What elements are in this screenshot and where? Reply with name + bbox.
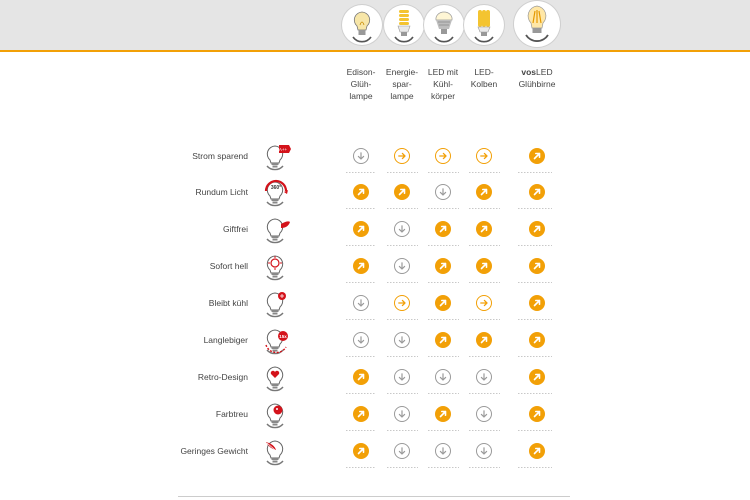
arrow-up-right-icon [529,148,545,164]
row-divider [428,208,459,209]
vosled-filament-bulb-icon [514,1,560,47]
row-divider [346,356,376,357]
led-heatsink-bulb-icon [424,5,464,45]
arrow-down-icon [435,184,451,200]
row-divider [387,319,418,320]
arrow-up-right-icon [435,406,451,422]
arrow-down-icon [435,369,451,385]
svg-text:A++: A++ [278,147,288,152]
arrow-up-right-icon [529,443,545,459]
row-divider [469,430,500,431]
row-divider [469,319,500,320]
row-divider [346,467,376,468]
arrow-up-right-icon [476,221,492,237]
instant-bright-bulb-icon [262,253,292,281]
row-divider [387,467,418,468]
incandescent-bulb-icon [342,5,382,45]
arrow-down-icon [353,295,369,311]
heart-bulb-icon [262,364,292,392]
arrow-down-icon [394,332,410,348]
arrow-up-right-icon [529,369,545,385]
arrow-up-right-icon [435,295,451,311]
brand-prefix: vos [521,67,537,77]
feature-label: Geringes Gewicht [180,446,248,456]
arrow-up-right-icon [435,221,451,237]
svg-text:15x: 15x [279,334,287,339]
column-header-energiespar: Energie- spar- lampe [385,67,419,101]
row-divider [428,393,459,394]
arrow-down-icon [394,258,410,274]
arrow-up-right-icon [529,184,545,200]
column-header-led-kuehl: LED mit Kühl- körper [427,67,459,101]
row-divider [346,393,376,394]
brand-suffix: LED Glühbirne [518,67,556,89]
arrow-up-right-icon [394,184,410,200]
arrow-up-right-icon [529,295,545,311]
feature-label: Bleibt kühl [208,298,248,308]
row-divider [346,245,376,246]
arrow-up-right-icon [435,332,451,348]
row-divider [387,430,418,431]
feature-label: Sofort hell [209,261,248,271]
arrow-down-icon [394,443,410,459]
svg-text:360°: 360° [270,185,282,191]
row-divider [469,467,500,468]
row-divider [469,282,500,283]
row-divider [387,208,418,209]
arrow-up-right-icon [476,332,492,348]
table-bottom-divider [178,496,570,497]
feature-label: Retro-Design [197,372,248,382]
row-divider [346,172,376,173]
row-divider [346,319,376,320]
row-divider [387,245,418,246]
row-divider [387,172,418,173]
arrow-down-icon [353,148,369,164]
row-divider [387,393,418,394]
row-divider [518,356,552,357]
arrow-up-right-icon [353,221,369,237]
row-divider [469,393,500,394]
color-palette-bulb-icon [262,401,292,429]
arrow-down-icon [353,332,369,348]
spiral-cfl-bulb-icon [384,5,424,45]
row-divider [518,208,552,209]
arrow-up-right-icon [353,184,369,200]
feature-label: Rundum Licht [195,187,248,197]
arrow-right-icon [435,148,451,164]
arrow-up-right-icon [529,332,545,348]
feature-label: Strom sparend [192,151,248,161]
row-divider [428,319,459,320]
row-divider [346,208,376,209]
arrow-down-icon [476,369,492,385]
row-divider [428,245,459,246]
arrow-right-icon [476,148,492,164]
arrow-up-right-icon [529,221,545,237]
row-divider [469,172,500,173]
row-divider [469,245,500,246]
arrow-right-icon [394,295,410,311]
arrow-up-right-icon [529,258,545,274]
feature-label: Farbtreu [215,409,248,419]
row-divider [469,356,500,357]
feature-label: Langlebiger [203,335,248,345]
row-divider [387,356,418,357]
row-divider [518,393,552,394]
arrow-down-icon [394,369,410,385]
arrow-down-icon [476,406,492,422]
arrow-up-right-icon [353,369,369,385]
row-divider [518,430,552,431]
arrow-up-right-icon [529,406,545,422]
lifetime-15x-bulb-icon [262,327,292,355]
leaf-bulb-icon [262,216,292,244]
arrow-up-right-icon [353,406,369,422]
arrow-right-icon [476,295,492,311]
arrow-right-icon [394,148,410,164]
row-divider [428,430,459,431]
feature-label: Giftfrei [222,224,248,234]
feather-bulb-icon [262,438,292,466]
row-divider [346,430,376,431]
row-divider [428,282,459,283]
row-divider [518,319,552,320]
arrow-down-icon [476,443,492,459]
row-divider [518,172,552,173]
row-divider [518,282,552,283]
row-divider [387,282,418,283]
arrow-up-right-icon [476,258,492,274]
row-divider [469,208,500,209]
arrow-up-right-icon [353,258,369,274]
arrow-up-right-icon [435,258,451,274]
arrow-up-right-icon [353,443,369,459]
arrow-up-right-icon [476,184,492,200]
row-divider [428,172,459,173]
energy-label-bulb-icon [262,143,292,171]
row-divider [428,467,459,468]
arrow-down-icon [394,221,410,237]
column-header-vosled [509,66,565,90]
row-divider [518,245,552,246]
column-header-edison: Edison- Glüh- lampe [346,67,376,101]
led-tube-bulb-icon [464,5,504,45]
360-degree-bulb-icon [262,179,292,207]
arrow-down-icon [394,406,410,422]
column-header-led-kolben: LED- Kolben [470,67,498,89]
row-divider [518,467,552,468]
row-divider [346,282,376,283]
arrow-down-icon [435,443,451,459]
row-divider [428,356,459,357]
snowflake-bulb-icon [262,290,292,318]
